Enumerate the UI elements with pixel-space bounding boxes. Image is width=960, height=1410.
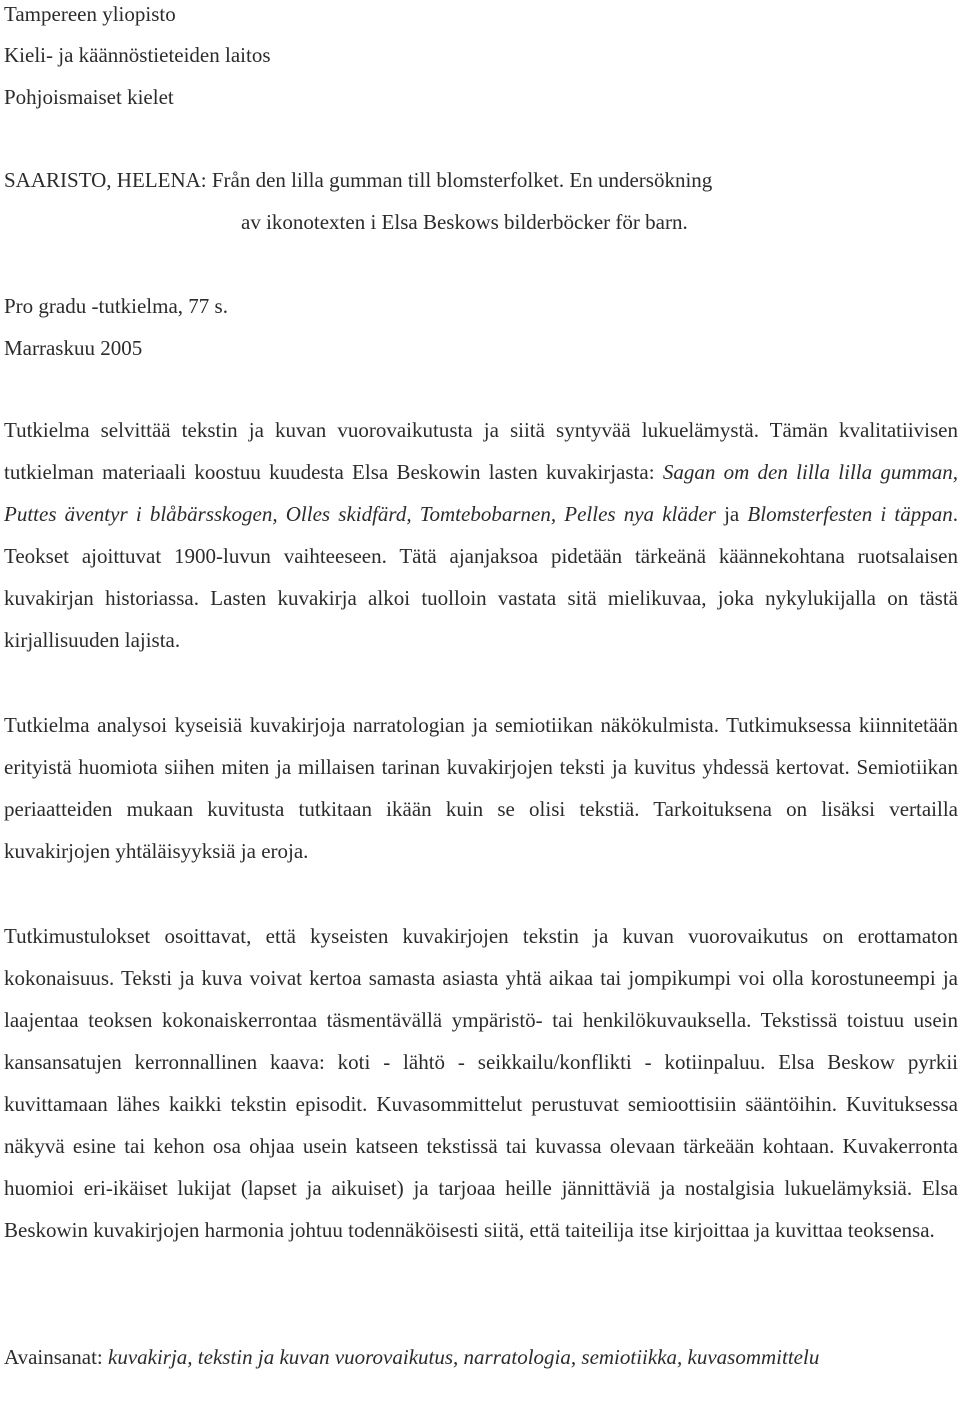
subject-name: Pohjoismaiset kielet [4,85,174,109]
university-name: Tampereen yliopisto [4,2,176,26]
thesis-type: Pro gradu -tutkielma, 77 s. [4,294,228,318]
author-title-line-1: SAARISTO, HELENA: Från den lilla gumman till blomsterfolket. En undersökning [4,168,713,192]
abstract-p1-text-e: . Teokset ajoittuvat 1900-luvun vaihteeseen. Tätä ajanjaksoa pidetään tärkeänä käännekohtana ruotsalaisen kuvakirjan historiassa. Lasten kuvakirja alkoi tuolloin vastata sitä mielikuvaa, joka nykylukijalla on tästä kirjallisuuden lajista. [4,502,959,652]
author-title-line-2: av ikonotexten i Elsa Beskows bilderböcker för barn. [241,210,688,234]
abstract-p1-title-last: Blomsterfesten i täppan [747,502,953,526]
abstract-p1-text-c: ja [715,502,748,526]
abstract-p1-text-a: Tutkielma selvittää tekstin ja kuvan vuorovaikutusta ja siitä syntyvää lukuelämystä. Tämän kvalitatiivisen tutkielman materiaali koostuu kuudesta Elsa Beskowin lasten kuvakirjasta: [4,418,958,484]
keywords [4,1336,958,1378]
keywords-label: Avainsanat: [4,1345,108,1369]
abstract-paragraph-1 [4,409,958,661]
abstract-p1-titles: Sagan om den lilla lilla gumman, Puttes äventyr i blåbärsskogen, Olles skidfärd, Tomtebobarnen, Pelles nya kläder [4,460,958,526]
department-name: Kieli- ja käännöstieteiden laitos [4,43,271,67]
keywords-values: kuvakirja, tekstin ja kuvan vuorovaikutus, narratologia, semiotiikka, kuvasommittelu [108,1345,820,1369]
abstract-paragraph-2: Tutkielma analysoi kyseisiä kuvakirjoja narratologian ja semiotiikan näkökulmista. Tutkimuksessa kiinnitetään erityistä huomiota siihen miten ja millaisen tarinan kuvakirjojen teksti ja kuvitus yhdessä kertovat. Semiotiikan periaatteiden mukaan kuvitusta tutkitaan ikään kuin se olisi tekstiä. Tarkoituksena on lisäksi vertailla kuvakirjojen yhtäläisyyksiä ja eroja. [4,713,958,863]
thesis-date: Marraskuu 2005 [4,336,143,360]
abstract-paragraph-3: Tutkimustulokset osoittavat, että kyseisten kuvakirjojen tekstin ja kuvan vuorovaikutus on erottamaton kokonaisuus. Teksti ja kuva voivat kertoa samasta asiasta yhtä aikaa tai jompikumpi voi olla korostuneempi ja laajentaa teoksen kokonaiskerrontaa täsmentävällä ympäristö- tai henkilökuvauksella. Tekstissä toistuu usein kansansatujen kerronnallinen kaava: koti - lähtö - seikkailu/konflikti - kotiinpaluu. Elsa Beskow pyrkii kuvittamaan lähes kaikki tekstin episodit. Kuvasommittelut perustuvat semioottisiin sääntöihin. Kuvituksessa näkyvä esine tai kehon osa ohjaa usein katseen tekstissä tai kuvassa olevaan tärkeään kohtaan. Kuvakerronta huomioi eri-ikäiset lukijat (lapset ja aikuiset) ja tarjoaa heille jännittäviä ja nostalgisia lukuelämyksiä. Elsa Beskowin kuvakirjojen harmonia johtuu todennäköisesti siitä, että taiteilija itse kirjoittaa ja kuvittaa teoksensa. [4,924,958,1242]
